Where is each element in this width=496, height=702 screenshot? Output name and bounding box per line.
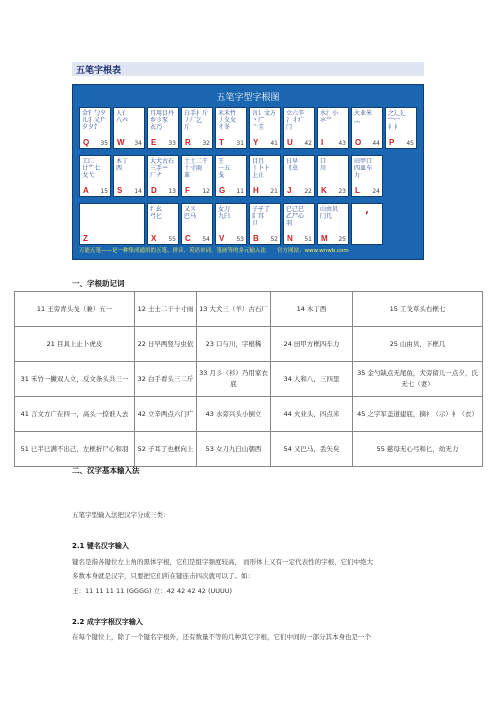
key-zone-number: 24 — [372, 188, 380, 195]
table-cell: 31 禾竹一撇双人立，反文条头共三一 — [15, 362, 135, 397]
subheading-key-name: 2.1 键名汉字输入 — [72, 542, 129, 550]
intro-text: 五笔字型输入法把汉字分成三类： — [72, 511, 170, 519]
key-zone-number: 11 — [236, 188, 244, 195]
key-roots: 金钅勹夕 儿犭乂厃 夕夕饣 — [82, 110, 107, 131]
key-letter: C — [185, 234, 191, 243]
key-g — [215, 155, 247, 197]
key-zone-number: 33 — [168, 140, 176, 147]
table-cell: 22 日早两竖与虫依 — [135, 327, 197, 362]
key-letter: D — [151, 186, 157, 195]
key-w — [113, 107, 145, 149]
key-zone-number: 13 — [168, 188, 176, 195]
key-comma — [351, 203, 383, 245]
key-d — [147, 155, 179, 197]
key-letter: R — [185, 138, 191, 147]
table-cell: 41 言文方广在四一，高头一捺谁人去 — [15, 397, 135, 432]
table-cell: 13 大犬三（羊）古石厂 — [197, 292, 271, 327]
key-roots: 纟幺 弓匕 — [150, 206, 163, 220]
table-cell: 24 田甲方框四车力 — [271, 327, 353, 362]
key-i — [317, 107, 349, 149]
table-cell: 11 王旁青头戋（兼）五一 — [15, 292, 135, 327]
key-roots: 白手扌斤 丿厂乞 斤 — [184, 110, 209, 131]
key-roots: 立六辛 冫丬疒 门 — [286, 110, 305, 131]
key-zone-number: 42 — [304, 140, 312, 147]
table-cell: 51 已半巳满不出己，左框折尸心和羽 — [15, 432, 135, 467]
key-zone-number: 53 — [236, 236, 244, 243]
key-letter: I — [321, 138, 324, 147]
section-heading-input: 二、汉字基本输入法 — [72, 466, 140, 475]
key-zone-number: 23 — [338, 188, 346, 195]
doc-title: 五笔字根表 — [76, 66, 122, 76]
table-cell: 12 土士二干十寸雨 — [135, 292, 197, 327]
key-zone-number: 54 — [202, 236, 210, 243]
table-cell: 15 工戈草头右框七 — [353, 292, 483, 327]
key-zone-number: 15 — [100, 188, 108, 195]
key-zone-number: 45 — [406, 140, 414, 147]
key-t — [215, 107, 247, 149]
table-cell: 14 木丁西 — [271, 292, 353, 327]
key-e — [147, 107, 179, 149]
key-roots: 又ス 巴马 — [184, 206, 197, 220]
key-roots: 火业米 灬 — [354, 110, 373, 124]
key-roots: 口 川 — [320, 158, 327, 172]
key-letter: N — [287, 234, 293, 243]
doc-title-bar — [72, 62, 424, 76]
key-roots: 子孑了 阝耳 卩 — [252, 206, 271, 227]
key-zone-number: 41 — [270, 140, 278, 147]
key-zone-number: 31 — [236, 140, 244, 147]
key-letter: A — [83, 186, 89, 195]
key-letter: V — [219, 234, 225, 243]
key-roots: 水氵小 氺⺌ — [320, 110, 339, 124]
key-letter: Q — [83, 138, 90, 147]
key-roots: 山由贝 冂几 — [320, 206, 339, 220]
key-letter: E — [151, 138, 157, 147]
key-letter: U — [287, 138, 293, 147]
key-roots: 目且 丨卜⺊ 上止 — [252, 158, 271, 179]
key-v — [215, 203, 247, 245]
key-name-examples: 王：11 11 11 11 (GGGG) 立：42 42 42 42 (UUUU) — [72, 587, 233, 595]
table-cell: 54 又巴马，丢矢矣 — [271, 432, 353, 467]
key-zone-number: 44 — [372, 140, 380, 147]
key-zone-number: 55 — [168, 236, 176, 243]
table-cell: 42 立辛两点六门疒 — [135, 397, 197, 432]
key-roots: 已己巳 乙尸心 羽 — [286, 206, 305, 227]
key-zone-number: 32 — [202, 140, 210, 147]
key-roots: , — [364, 203, 370, 217]
key-s — [113, 155, 145, 197]
key-roots: 日早 刂虫 — [286, 158, 299, 172]
table-row — [15, 362, 483, 397]
key-c — [181, 203, 213, 245]
table-cell: 34 人和八，三四里 — [271, 362, 353, 397]
key-m — [317, 203, 349, 245]
table-cell: 43 水旁兴头小倒立 — [197, 397, 271, 432]
key-letter: P — [389, 138, 395, 147]
table-cell: 44 火业头，四点米 — [271, 397, 353, 432]
key-zone-number: 14 — [134, 188, 142, 195]
key-roots: 月用目丹 乡彡豕 衣乃 — [150, 110, 175, 131]
mnemonic-table — [14, 291, 483, 467]
key-zone-number: 22 — [304, 188, 312, 195]
table-cell: 52 子耳了也框向上 — [135, 432, 197, 467]
key-letter: Z — [83, 234, 88, 243]
table-cell: 53 女刀九臼山朝西 — [197, 432, 271, 467]
key-zone-number: 43 — [338, 140, 346, 147]
key-letter: F — [185, 186, 190, 195]
keyboard-footer: 万能五笔——是一种集成通用的五笔、拼音、英语单词、笔画等的多元输入法 官方网站：www.wnwb.com — [79, 248, 349, 254]
key-h — [249, 155, 281, 197]
key-letter: B — [253, 234, 259, 243]
key-letter: G — [219, 186, 226, 195]
key-name-paragraph-1: 键名是指各键位左上角的黑体字根，它们是组字频度较高， 而形体上又有一定代表性的字根，它们中绝大 — [72, 558, 374, 566]
key-y — [249, 107, 281, 149]
table-row — [15, 397, 483, 432]
key-r — [181, 107, 213, 149]
key-x — [147, 203, 179, 245]
table-cell: 21 目具上止卜虎皮 — [15, 327, 135, 362]
key-roots: 王 一五 戋 — [218, 158, 231, 179]
key-letter: S — [117, 186, 123, 195]
keyboard-title: 五笔字型字根图 — [216, 93, 280, 103]
section-heading-mnemonics: 一、字根助记词 — [72, 279, 125, 288]
key-p — [385, 107, 417, 149]
key-n — [283, 203, 315, 245]
table-row — [15, 432, 483, 467]
key-a — [79, 155, 111, 197]
key-l — [351, 155, 383, 197]
table-cell: 45 之字军盖道建底，摘礻（示）衤（衣） — [353, 397, 483, 432]
key-letter: M — [321, 234, 328, 243]
key-q — [79, 107, 111, 149]
table-cell: 25 山由贝，下框几 — [353, 327, 483, 362]
key-zone-number: 35 — [100, 140, 108, 147]
key-letter: J — [287, 186, 292, 195]
key-roots: 木丁 西 — [116, 158, 129, 172]
key-roots: 田甲口 四皿车 力 — [354, 158, 373, 179]
key-roots: 女刀 九臼 — [218, 206, 231, 220]
key-zone-number: 12 — [202, 188, 210, 195]
key-k — [317, 155, 349, 197]
key-letter: L — [355, 186, 360, 195]
key-letter: W — [117, 138, 125, 147]
key-name-paragraph-2: 多数本身就是汉字，只要把它们所在键连击四次就可以了。如： — [72, 572, 254, 580]
key-roots: 禾禾竹 丿夂攵 彳冬 — [218, 110, 237, 131]
table-cell: 55 慈母无心弓和匕，幼无力 — [353, 432, 483, 467]
keyboard-root-chart — [72, 84, 424, 260]
root-chars-paragraph: 在每个键位上，除了一个键名字根外，还有数量不等的几种其它字根，它们中间的一部分其本身也是一个 — [72, 633, 371, 641]
key-zone-number: 25 — [338, 236, 346, 243]
key-letter: K — [321, 186, 327, 195]
key-roots: 工匚 廿艹七 戈弋 — [82, 158, 101, 179]
table-cell: 35 金勺缺点无尾鱼，犬旁留儿一点夕，氏无七（妻） — [353, 362, 483, 397]
key-letter: H — [253, 186, 259, 195]
key-roots: 人亻 八癶 — [116, 110, 129, 124]
key-letter: Y — [253, 138, 259, 147]
key-roots: 之辶廴 宀冖 礻衤 — [388, 110, 407, 131]
key-o — [351, 107, 383, 149]
key-zone-number: 21 — [270, 188, 278, 195]
key-zone-number: 34 — [134, 140, 142, 147]
key-j — [283, 155, 315, 197]
key-z — [79, 203, 145, 245]
subheading-root-chars: 2.2 成字字根汉字输入 — [72, 618, 143, 626]
key-roots: 大犬古石 三手䒑 厂ナ — [150, 158, 175, 179]
table-cell: 32 白手看头三二斤 — [135, 362, 197, 397]
key-letter: T — [219, 138, 224, 147]
key-u — [283, 107, 315, 149]
table-row — [15, 292, 483, 327]
key-zone-number: 51 — [304, 236, 312, 243]
key-zone-number: 52 — [270, 236, 278, 243]
key-f — [181, 155, 213, 197]
key-roots: 言讠文方 丶广 亠圭 — [252, 110, 277, 131]
table-cell: 33 月彡（衫）乃用家衣底 — [197, 362, 271, 397]
table-row — [15, 327, 483, 362]
key-letter: O — [355, 138, 362, 147]
key-letter: X — [151, 234, 157, 243]
key-b — [249, 203, 281, 245]
key-roots: 土士二干 十寸雨 革 — [184, 158, 209, 179]
table-cell: 23 口与川，字根稀 — [197, 327, 271, 362]
